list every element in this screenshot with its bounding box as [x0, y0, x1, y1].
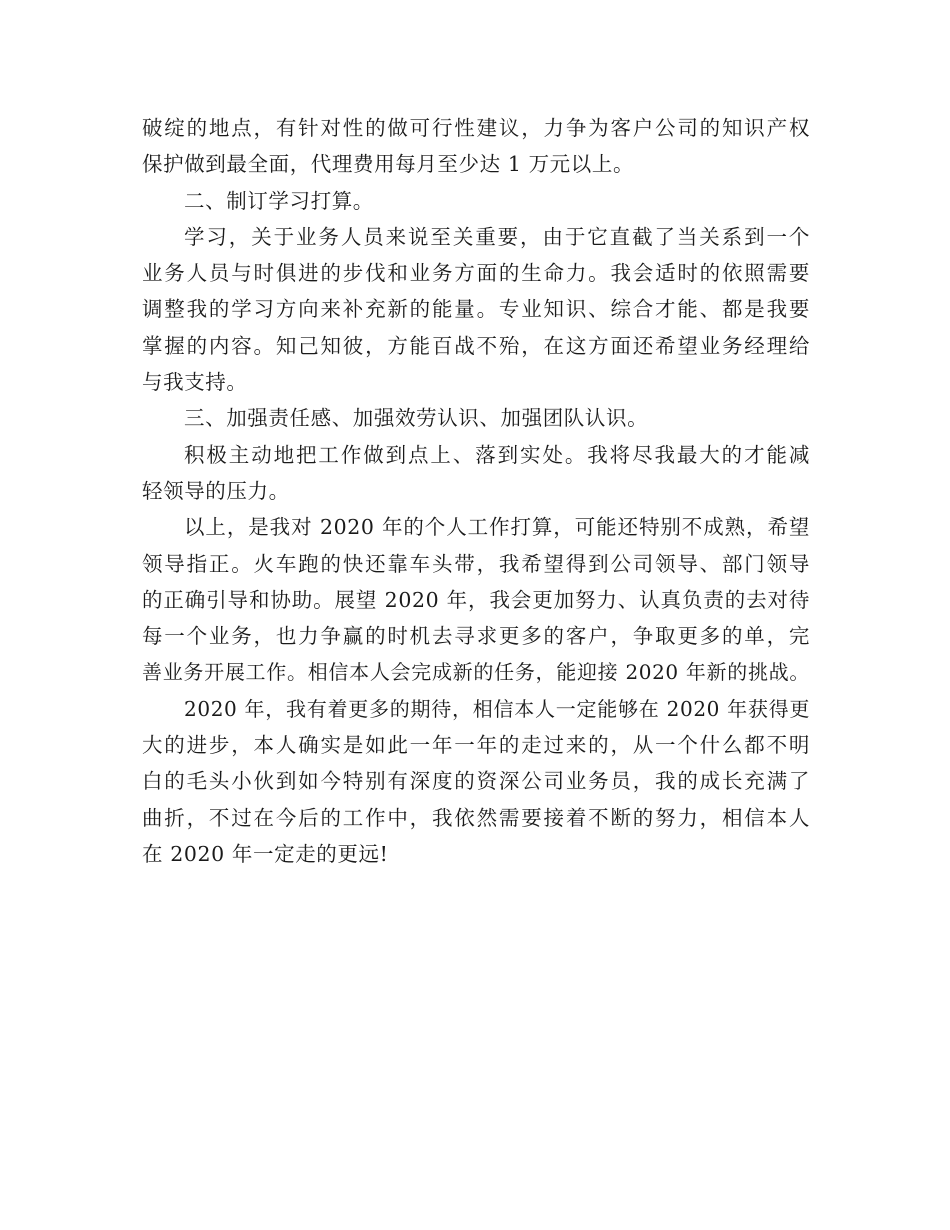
text-line: 破绽的地点，有针对性的做可行性建议，力争为客户公司的知识产权 [142, 116, 810, 140]
section-heading: 三、加强责任感、加强效劳认识、加强团队认识。 [184, 406, 649, 431]
text-line: 2020 年，我有着更多的期待，相信本人一定能够在 2020 年获得更 [184, 696, 810, 721]
text-line: 与我支持。 [142, 370, 248, 395]
text-line: 白的毛头小伙到如今特别有深度的资深公司业务员，我的成长充满了 [142, 769, 810, 794]
text-line: 在 2020 年一定走的更远! [142, 841, 389, 866]
text-line: 学习，关于业务人员来说至关重要，由于它直截了当关系到一个 [184, 224, 810, 249]
section-heading: 二、制订学习打算。 [184, 188, 374, 213]
text-line: 轻领导的压力。 [142, 478, 290, 503]
text-line: 领导指正。火车跑的快还靠车头带，我希望得到公司领导、部门领导 [142, 551, 810, 576]
text-line: 保护做到最全面，代理费用每月至少达 1 万元以上。 [142, 152, 635, 177]
text-line: 的正确引导和协助。展望 2020 年，我会更加努力、认真负责的去对待 [142, 587, 810, 612]
text-line: 业务人员与时俱进的步伐和业务方面的生命力。我会适时的依照需要 [142, 261, 810, 286]
text-line: 以上，是我对 2020 年的个人工作打算，可能还特别不成熟，希望 [184, 515, 810, 540]
text-line: 调整我的学习方向来补充新的能量。专业知识、综合才能、都是我要 [142, 297, 810, 322]
text-line: 积极主动地把工作做到点上、落到实处。我将尽我最大的才能减 [184, 442, 810, 467]
text-line: 善业务开展工作。相信本人会完成新的任务，能迎接 2020 年新的挑战。 [142, 660, 810, 685]
text-line: 曲折，不过在今后的工作中，我依然需要接着不断的努力，相信本人 [142, 805, 810, 830]
text-line: 大的进步，本人确实是如此一年一年的走过来的，从一个什么都不明 [142, 733, 810, 758]
text-line: 掌握的内容。知己知彼，方能百战不殆，在这方面还希望业务经理给 [142, 333, 810, 358]
body-text [142, 110, 810, 872]
text-line: 每一个业务，也力争赢的时机去寻求更多的客户，争取更多的单，完 [142, 624, 810, 649]
